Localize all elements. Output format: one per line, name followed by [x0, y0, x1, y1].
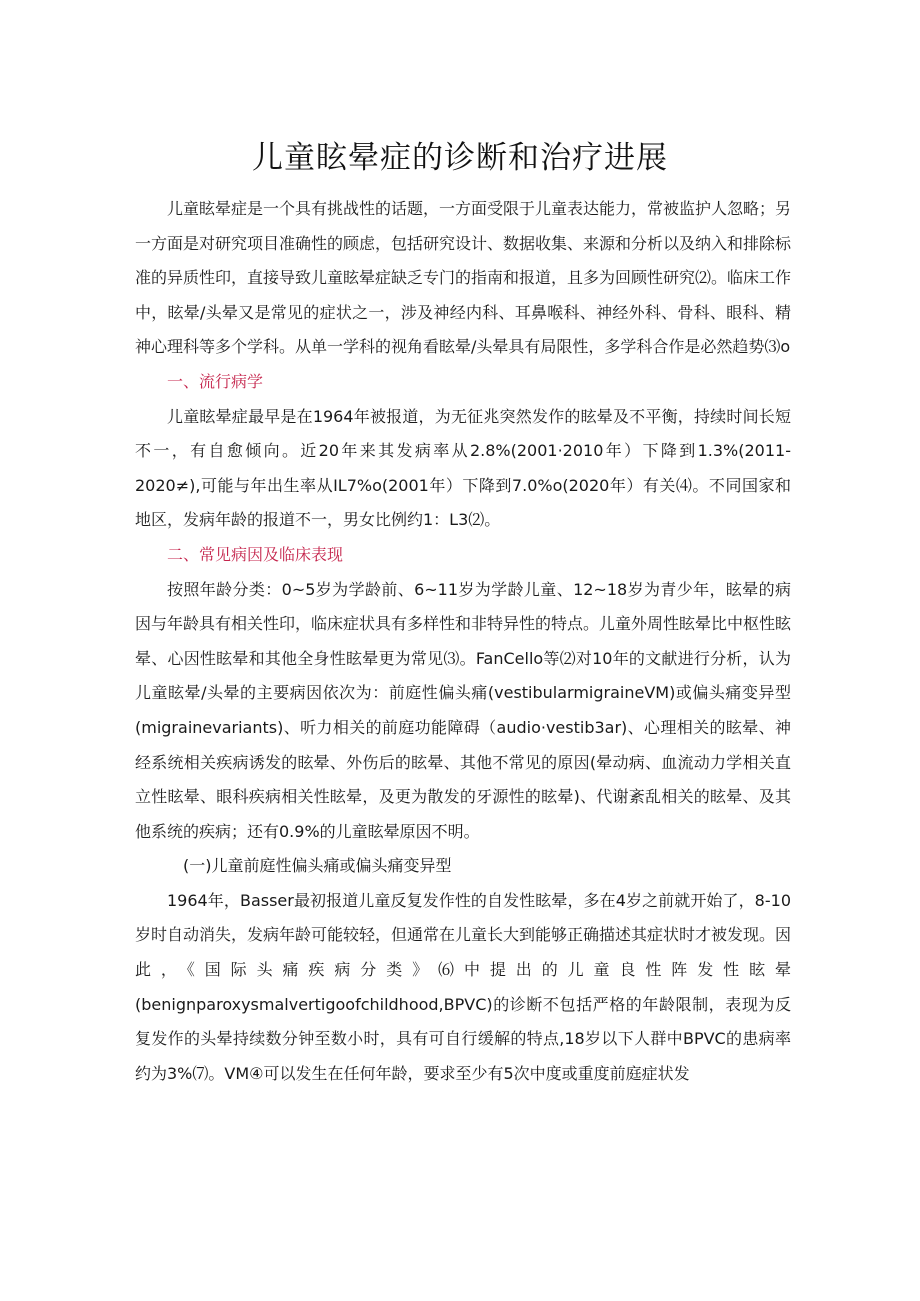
intro-paragraph: 儿童眩晕症是一个具有挑战性的话题，一方面受限于儿童表达能力，常被监护人忽略；另一方面是对研究项目准确性的顾虑，包括研究设计、数据收集、来源和分析以及纳入和排除标准的异质性印，直接导致儿童眩晕症缺乏专门的指南和报道，且多为回顾性研究⑵。临床工作中，眩晕/头晕又是常见的症状之一，涉及神经内科、耳鼻喉科、神经外科、骨科、眼科、精神心理科等多个学科。从单一学科的视角看眩晕/头晕具有局限性，多学科合作是必然趋势⑶o: [135, 199, 792, 357]
section-heading-epidemiology: 一、流行病学: [167, 371, 264, 391]
section-heading-causes: 二、常见病因及临床表现: [167, 544, 344, 564]
document-title: 儿童眩晕症的诊断和治疗进展: [252, 140, 668, 176]
subsection-heading-vestibular-migraine: (一)儿童前庭性偏头痛或偏头痛变异型: [183, 856, 452, 876]
vestibular-migraine-paragraph: 1964年，Basser最初报道儿童反复发作性的自发性眩晕，多在4岁之前就开始了，8-10岁时自动消失，发病年龄可能较轻，但通常在儿童长大到能够正确描述其症状时才被发现。因此，《国际头痛疾病分类》⑹中提出的儿童良性阵发性眩晕(benignparoxysmalvertigoofchildhood,BPVC)的诊断不包括严格的年龄限制，表现为反复发作的头晕持续数分钟至数小时，具有可自行缓解的特点,18岁以下人群中BPVC的患病率约为3%⑺。VM④可以发生在任何年龄，要求至少有5次中度或重度前庭症状发: [135, 890, 792, 1083]
document-body: [135, 192, 791, 1091]
causes-paragraph: 按照年龄分类：0~5岁为学龄前、6~11岁为学龄儿童、12~18岁为青少年，眩晕的病因与年龄具有相关性印，临床症状具有多样性和非特异性的特点。儿童外周性眩晕比中枢性眩晕、心因性眩晕和其他全身性眩晕更为常见⑶。FanCello等⑵对10年的文献进行分析，认为儿童眩晕/头晕的主要病因依次为：前庭性偏头痛(vestibularmigraineVM)或偏头痛变异型(migrainevariants)、听力相关的前庭功能障碍（audio·vestib3ar)、心理相关的眩晕、神经系统相关疾病诱发的眩晕、外伤后的眩晕、其他不常见的原因(晕动病、血流动力学相关直立性眩晕、眼科疾病相关性眩晕，及更为散发的牙源性的眩晕)、代谢紊乱相关的眩晕、及其他系统的疾病；还有0.9%的儿童眩晕原因不明。: [135, 579, 792, 841]
epidemiology-paragraph: 儿童眩晕症最早是在1964年被报道，为无征兆突然发作的眩晕及不平衡，持续时间长短不一，有自愈倾向。近20年来其发病率从2.8%(2001·2010年）下降到1.3%(2011-2020≠),可能与年出生率从IL7%o(2001年）下降到7.0%o(2020年）有关⑷。不同国家和地区，发病年龄的报道不一，男女比例约1：L3⑵。: [135, 406, 791, 530]
